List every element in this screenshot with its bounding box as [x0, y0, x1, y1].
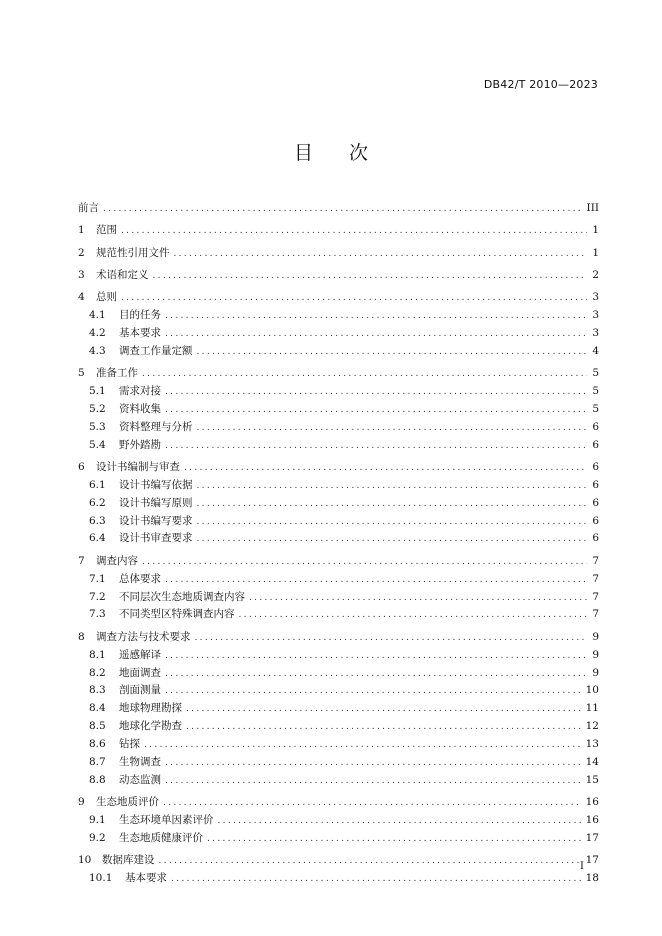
dot-leader [165, 773, 582, 791]
dot-leader [165, 308, 587, 326]
toc-entry-title: 基本要求 [125, 872, 167, 885]
toc-entry[interactable] [78, 589, 599, 607]
toc-entry-title: 野外踏勘 [119, 438, 161, 451]
toc-entry[interactable] [78, 606, 599, 624]
toc-entry-number: 7.1 [89, 572, 106, 585]
toc-entry-number: 5.3 [89, 420, 106, 433]
toc-entry-title: 调查方法与技术要求 [96, 630, 191, 643]
toc-entry-page: 5 [592, 367, 599, 380]
toc-entry-title: 设计书审查要求 [119, 532, 193, 545]
toc-entry-title: 地面调查 [119, 666, 161, 679]
toc-entry[interactable] [78, 200, 599, 218]
toc-entry-page: 15 [585, 773, 599, 786]
toc-entry-title: 范围 [96, 224, 117, 237]
dot-leader [165, 402, 587, 420]
dot-leader [103, 201, 583, 219]
toc-entry-page: 5 [592, 384, 599, 397]
dot-leader [218, 813, 582, 831]
dot-leader [165, 572, 587, 590]
toc-entry-title: 总体要求 [119, 572, 161, 585]
toc-entry-page: 6 [592, 460, 599, 473]
toc-entry-page: 16 [585, 796, 599, 809]
toc-entry-title: 设计书编制与审查 [96, 460, 180, 473]
toc-entry-number: 4.1 [89, 309, 106, 322]
toc-entry-title: 基本要求 [119, 326, 161, 339]
toc-entry[interactable] [78, 700, 599, 718]
toc-entry-title: 准备工作 [96, 367, 138, 380]
toc-entry-number: 2 [78, 246, 85, 259]
toc-entry-title: 不同层次生态地质调查内容 [119, 590, 245, 603]
toc-entry-page: 16 [585, 814, 599, 827]
toc-entry[interactable] [78, 870, 599, 888]
toc-entry-title: 总则 [96, 291, 117, 304]
toc-entry[interactable] [78, 495, 599, 513]
toc-entry-number: 8 [78, 630, 85, 643]
dot-leader [197, 531, 588, 549]
toc-entry-title: 前言 [78, 202, 99, 214]
toc-entry-number: 8.2 [89, 666, 106, 679]
toc-entry-page: 4 [592, 344, 599, 357]
document-code: DB42/T 2010—2023 [483, 78, 598, 91]
dot-leader [142, 554, 587, 572]
dot-leader [144, 737, 582, 755]
dot-leader [165, 755, 582, 773]
toc-entry-title: 生态地质评价 [96, 796, 159, 809]
toc-entry-number: 6 [78, 460, 85, 473]
toc-entry[interactable] [78, 736, 599, 754]
dot-leader [121, 223, 587, 241]
toc-entry-page: 18 [585, 872, 599, 885]
toc-entry[interactable] [78, 459, 599, 477]
toc-entry-number: 5.2 [89, 402, 106, 415]
toc-entry[interactable] [78, 477, 599, 495]
toc-entry-page: 7 [592, 608, 599, 621]
toc-entry-title: 生物调查 [119, 755, 161, 768]
title-char-right: 次 [349, 142, 369, 164]
toc-entry-number: 5.1 [89, 384, 106, 397]
toc-entry[interactable] [78, 401, 599, 419]
toc-entry-number: 3 [78, 268, 85, 281]
toc-entry-title: 资料收集 [119, 402, 161, 415]
toc-entry[interactable] [78, 665, 599, 683]
dot-leader [121, 290, 587, 308]
toc-entry-page: 17 [585, 831, 599, 844]
dot-leader [249, 590, 587, 608]
toc-entry[interactable] [78, 267, 599, 285]
toc-entry-title: 调查内容 [96, 554, 138, 567]
toc-entry-title: 资料整理与分析 [119, 420, 193, 433]
toc-entry[interactable] [78, 812, 599, 830]
toc-entry-title: 调查工作量定额 [119, 344, 193, 357]
toc-entry-number: 8.8 [89, 773, 106, 786]
toc-entry-page: 3 [592, 291, 599, 304]
toc-entry-page: 12 [585, 720, 599, 733]
toc-entry[interactable] [78, 365, 599, 383]
toc-entry-number: 4.2 [89, 326, 106, 339]
dot-leader [197, 514, 588, 532]
toc-entry[interactable] [78, 513, 599, 531]
toc-entry-title: 钻探 [119, 738, 140, 751]
dot-leader [197, 420, 588, 438]
toc-entry[interactable] [78, 343, 599, 361]
toc-entry-page: 14 [585, 755, 599, 768]
toc-entry-number: 7.2 [89, 590, 106, 603]
dot-leader [239, 607, 588, 625]
toc-entry-title: 动态监测 [119, 773, 161, 786]
toc-entry-page: 6 [592, 532, 599, 545]
toc-entry-page: 17 [585, 854, 599, 867]
dot-leader [186, 719, 582, 737]
toc-entry-title: 目的任务 [119, 309, 161, 322]
dot-leader [207, 831, 582, 849]
toc-entry-number: 8.6 [89, 738, 106, 751]
toc-entry-page: 9 [592, 666, 599, 679]
dot-leader [153, 268, 588, 286]
toc-entry-number: 4 [78, 291, 85, 304]
toc-entry[interactable] [78, 852, 599, 870]
toc-entry-page: III [586, 202, 599, 214]
dot-leader [184, 460, 587, 478]
toc-entry-title: 地球物理勘探 [119, 702, 182, 715]
toc-entry-page: 9 [592, 630, 599, 643]
toc-entry-page: 6 [592, 420, 599, 433]
page-title [0, 138, 662, 165]
toc-entry-number: 4.3 [89, 344, 106, 357]
toc-entry[interactable] [78, 437, 599, 455]
toc-entry-title: 设计书编写依据 [119, 478, 193, 491]
toc-entry-number: 8.4 [89, 702, 106, 715]
toc-entry-number: 8.3 [89, 684, 106, 697]
toc-entry[interactable] [78, 530, 599, 548]
dot-leader [165, 438, 587, 456]
toc-entry-title: 遥感解译 [119, 648, 161, 661]
toc-entry-number: 6.1 [89, 478, 106, 491]
toc-entry-number: 6.2 [89, 496, 106, 509]
toc-entry[interactable] [78, 289, 599, 307]
toc-entry-page: 11 [585, 702, 599, 715]
toc-entry-page: 1 [592, 246, 599, 259]
toc-entry-page: 7 [592, 554, 599, 567]
dot-leader [165, 666, 587, 684]
toc-entry-page: 3 [592, 326, 599, 339]
page-number: I [580, 861, 584, 872]
toc-entry-page: 6 [592, 514, 599, 527]
toc-entry-title: 术语和定义 [96, 268, 149, 281]
toc-entry-page: 6 [592, 438, 599, 451]
dot-leader [197, 478, 588, 496]
toc-entry-page: 7 [592, 572, 599, 585]
toc-entry[interactable] [78, 383, 599, 401]
toc-entry-number: 10 [78, 854, 92, 867]
toc-entry[interactable] [78, 571, 599, 589]
toc-entry[interactable] [78, 245, 599, 263]
toc-entry-title: 不同类型区特殊调查内容 [119, 608, 235, 621]
dot-leader [186, 701, 582, 719]
title-char-left: 目 [293, 142, 313, 164]
toc-entry-title: 数据库建设 [102, 854, 155, 867]
dot-leader [165, 648, 587, 666]
dot-leader [142, 366, 587, 384]
toc-entry-number: 8.1 [89, 648, 106, 661]
toc-entry[interactable] [78, 794, 599, 812]
toc-entry-number: 6.3 [89, 514, 106, 527]
toc-entry-title: 生态地质健康评价 [119, 831, 203, 844]
dot-leader [159, 853, 582, 871]
toc-entry[interactable] [78, 682, 599, 700]
toc-entry[interactable] [78, 222, 599, 240]
toc-entry-number: 8.7 [89, 755, 106, 768]
toc-entry-page: 1 [592, 224, 599, 237]
toc-entry-page: 13 [585, 738, 599, 751]
toc-entry[interactable] [78, 718, 599, 736]
toc-entry-page: 7 [592, 590, 599, 603]
toc-entry-page: 6 [592, 478, 599, 491]
dot-leader [165, 683, 582, 701]
dot-leader [174, 246, 588, 264]
toc-entry-page: 6 [592, 496, 599, 509]
toc-entry-page: 10 [585, 684, 599, 697]
dot-leader [197, 344, 588, 362]
toc-entry-number: 1 [78, 224, 85, 237]
toc-entry[interactable] [78, 830, 599, 848]
toc-entry-page: 9 [592, 648, 599, 661]
toc-entry[interactable] [78, 553, 599, 571]
toc-entry-number: 8.5 [89, 720, 106, 733]
dot-leader [171, 871, 582, 889]
dot-leader [163, 795, 582, 813]
toc-entry-number: 7.3 [89, 608, 106, 621]
toc-entry-number: 9.2 [89, 831, 106, 844]
toc-entry-page: 3 [592, 309, 599, 322]
toc-entry-title: 剖面测量 [119, 684, 161, 697]
toc-entry-number: 7 [78, 554, 85, 567]
toc-entry-title: 生态环境单因素评价 [119, 814, 214, 827]
toc-entry[interactable] [78, 772, 599, 790]
toc-entry-title: 需求对接 [119, 384, 161, 397]
toc-entry-number: 5.4 [89, 438, 106, 451]
dot-leader [165, 326, 587, 344]
toc-entry[interactable] [78, 629, 599, 647]
toc-entry-page: 5 [592, 402, 599, 415]
toc-entry[interactable] [78, 325, 599, 343]
toc-entry-number: 5 [78, 367, 85, 380]
toc-entry-title: 地球化学勘查 [119, 720, 182, 733]
toc-entry-number: 6.4 [89, 532, 106, 545]
toc-entry-title: 设计书编写原则 [119, 496, 193, 509]
toc-entry-number: 10.1 [89, 872, 113, 885]
toc-entry-number: 9.1 [89, 814, 106, 827]
toc-entry[interactable] [78, 419, 599, 437]
toc-entry[interactable] [78, 307, 599, 325]
table-of-contents [78, 200, 599, 888]
toc-entry-title: 设计书编写要求 [119, 514, 193, 527]
toc-entry-number: 9 [78, 796, 85, 809]
dot-leader [197, 496, 588, 514]
dot-leader [195, 630, 588, 648]
toc-entry-title: 规范性引用文件 [96, 246, 170, 259]
dot-leader [165, 384, 587, 402]
toc-entry-page: 2 [592, 268, 599, 281]
toc-entry[interactable] [78, 754, 599, 772]
toc-entry[interactable] [78, 647, 599, 665]
